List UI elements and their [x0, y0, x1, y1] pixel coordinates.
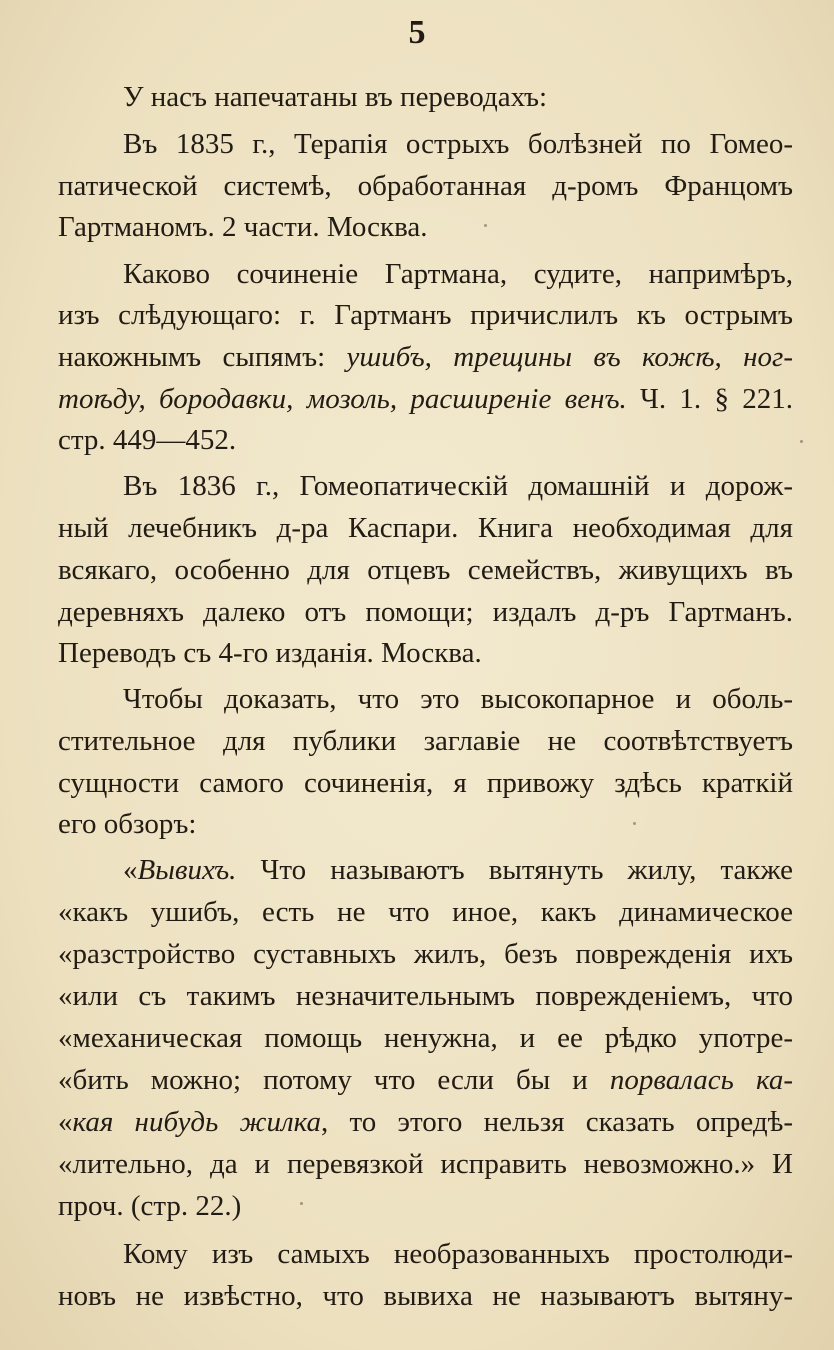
- text-run: «: [58, 1106, 73, 1138]
- text-line: ный лечебникъ д-ра Каспари. Книга необходимая для: [58, 512, 793, 544]
- text-run: Что называютъ вытянуть жилу, также: [236, 854, 793, 886]
- text-line: стр. 449—452.: [58, 424, 237, 456]
- text-line: Въ 1835 г., Терапія острыхъ болѣзней по Гомео-: [123, 128, 793, 160]
- text-run: «: [123, 854, 138, 886]
- italic-run: порвалась ка-: [609, 1064, 793, 1096]
- text-run: Ч. 1. § 221.: [626, 383, 793, 415]
- text-run: , то этого нельзя сказать опредѣ-: [321, 1106, 793, 1138]
- text-line: патической системѣ, обработанная д-ромъ Францомъ: [58, 170, 793, 202]
- text-line: «механическая помощь ненужна, и ее рѣдко употре-: [58, 1022, 793, 1054]
- text-line: изъ слѣдующаго: г. Гартманъ причислилъ къ острымъ: [58, 299, 793, 331]
- text-line: [58, 338, 793, 376]
- text-line: Кому изъ самыхъ необразованныхъ простолюди-: [123, 1238, 793, 1270]
- text-line: сущности самого сочиненія, я привожу здѣсь краткій: [58, 767, 793, 799]
- text-line: Въ 1836 г., Гомеопатическій домашній и дорож-: [123, 470, 793, 502]
- text-run: накожнымъ сыпямъ:: [58, 341, 347, 373]
- text-line: «лительно, да и перевязкой исправить невозможно.» И: [58, 1148, 793, 1180]
- text-line: Чтобы доказать, что это высокопарное и оболь-: [123, 683, 793, 715]
- text-line: проч. (стр. 22.): [58, 1190, 242, 1222]
- text-run: «бить можно; потому что если бы и: [58, 1064, 610, 1096]
- text-line: деревняхъ далеко отъ помощи; издалъ д-ръ Гартманъ.: [58, 596, 793, 628]
- italic-run: Вывихъ.: [137, 854, 237, 886]
- print-speck: [800, 440, 803, 443]
- italic-run: кая нибудь жилка: [72, 1106, 321, 1138]
- text-line: [58, 380, 793, 418]
- text-line: Гартманомъ. 2 части. Москва.: [58, 211, 428, 243]
- text-line: Каково сочиненіе Гартмана, судите, напримѣръ,: [123, 258, 793, 290]
- text-line: Переводъ съ 4-го изданія. Москва.: [58, 637, 482, 669]
- text-line: всякаго, особенно для отцевъ семействъ, живущихъ въ: [58, 554, 793, 586]
- print-speck: [633, 822, 636, 825]
- text-line: новъ не извѣстно, что вывиха не называютъ вытяну-: [58, 1280, 793, 1312]
- text-line: [58, 1061, 793, 1099]
- print-speck: [300, 1202, 303, 1205]
- page-number: 5: [408, 14, 426, 51]
- text-line: «какъ ушибъ, есть не что иное, какъ динамическое: [58, 896, 793, 928]
- text-line: [58, 1103, 793, 1141]
- text-line: его обзоръ:: [58, 808, 197, 840]
- text-line: стительное для публики заглавіе не соотвѣтствуетъ: [58, 725, 793, 757]
- text-line: «разстройство суставныхъ жилъ, безъ поврежденія ихъ: [58, 938, 793, 970]
- text-line: [123, 851, 793, 889]
- italic-run: тоѣду, бородавки, мозоль, расширеніе венъ.: [58, 383, 627, 415]
- italic-run: ушибъ, трещины въ кожѣ, ног-: [346, 341, 793, 373]
- print-speck: [484, 224, 487, 227]
- text-line: «или съ такимъ незначительнымъ поврежденіемъ, что: [58, 980, 793, 1012]
- text-line: У насъ напечатаны въ переводахъ:: [123, 81, 548, 113]
